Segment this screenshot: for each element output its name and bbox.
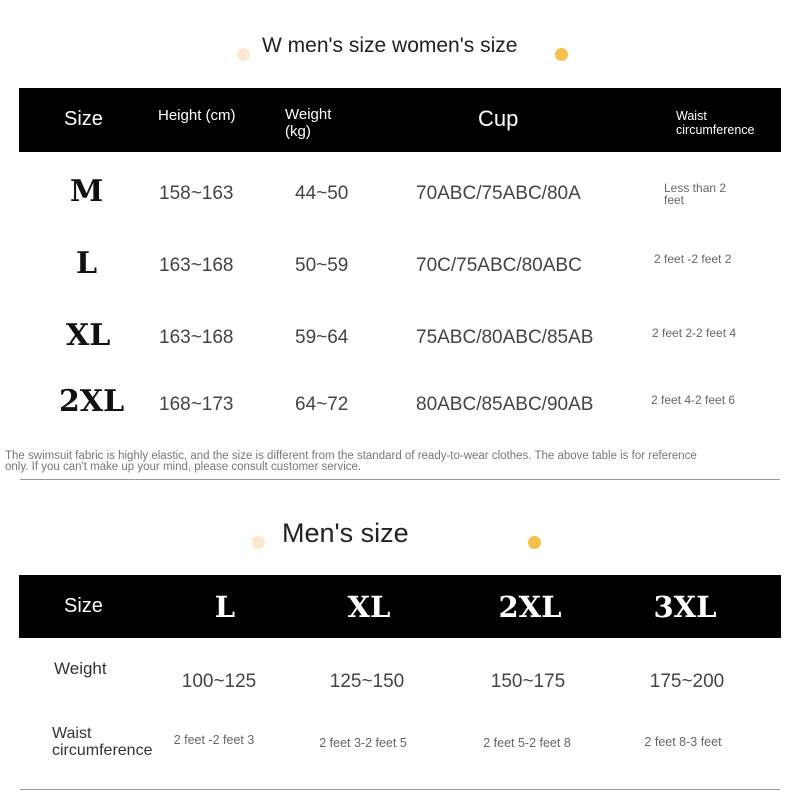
men-weight-cell: 150~175 xyxy=(490,671,566,692)
men-waist-cell: 2 feet 5-2 feet 8 xyxy=(483,736,571,750)
waist-cell: 2 feet 4-2 feet 6 xyxy=(651,393,736,407)
men-size-label: XL xyxy=(347,590,391,624)
height-cell: 163~168 xyxy=(159,327,234,348)
header-weight xyxy=(285,106,331,140)
decor-dot-right xyxy=(528,536,541,549)
header-size: Size xyxy=(64,108,103,130)
size-label: XL xyxy=(66,318,111,353)
cup-cell: 75ABC/80ABC/85AB xyxy=(416,327,594,348)
men-waist-label-line1: Waist xyxy=(52,725,92,742)
waist-cell-line2: feet xyxy=(664,193,685,207)
men-size-label: 3XL xyxy=(653,590,717,624)
header-weight-line1: Weight xyxy=(285,106,332,123)
men-size-label: L xyxy=(214,590,236,624)
women-size-title: W men's size women's size xyxy=(262,34,518,57)
size-label: L xyxy=(76,246,98,281)
size-label: 2XL xyxy=(59,384,125,419)
waist-cell: 2 feet 2-2 feet 4 xyxy=(652,326,737,340)
header-cup: Cup xyxy=(478,106,519,131)
header-waist-line1: Waist xyxy=(676,109,707,123)
size-label: M xyxy=(70,174,104,209)
size-note xyxy=(5,451,795,473)
height-cell: 158~163 xyxy=(159,183,234,204)
waist-cell: 2 feet -2 feet 2 xyxy=(654,252,732,266)
weight-cell: 44~50 xyxy=(295,183,349,204)
cup-cell: 70C/75ABC/80ABC xyxy=(416,255,582,276)
weight-cell: 50~59 xyxy=(295,255,349,276)
decor-dot-left xyxy=(237,48,250,61)
height-cell: 168~173 xyxy=(159,394,234,415)
header-weight-line2: (kg) xyxy=(285,123,311,140)
men-weight-cell: 125~150 xyxy=(329,671,405,692)
header-height: Height (cm) xyxy=(158,107,236,124)
men-size-title: Men's size xyxy=(282,518,409,548)
men-weight-cell: 175~200 xyxy=(649,671,725,692)
weight-cell: 64~72 xyxy=(295,394,349,415)
waist-cell-line1: Less than 2 xyxy=(664,181,727,195)
header-waist xyxy=(676,109,755,137)
women-table-header xyxy=(19,88,781,152)
decor-dot-right xyxy=(555,48,568,61)
section-divider xyxy=(20,479,780,480)
size-note-line1: The swimsuit fabric is highly elastic, and the size is different from the standard of ready-to-wear clothes. The above table is for reference xyxy=(5,450,697,462)
weight-cell: 59~64 xyxy=(295,327,349,348)
waist-cell xyxy=(664,182,726,206)
men-waist-cell: 2 feet 3-2 feet 5 xyxy=(319,736,407,750)
men-weight-label: Weight xyxy=(54,659,107,678)
height-cell: 163~168 xyxy=(159,255,234,276)
men-header-size: Size xyxy=(64,595,103,617)
men-size-label: 2XL xyxy=(498,590,562,624)
men-waist-label-line2: circumference xyxy=(52,742,153,759)
men-waist-cell: 2 feet -2 feet 3 xyxy=(173,733,255,747)
cup-cell: 80ABC/85ABC/90AB xyxy=(416,394,594,415)
size-note-line2: only. If you can't make up your mind, please consult customer service. xyxy=(5,461,362,473)
men-waist-label xyxy=(52,725,152,759)
bottom-divider xyxy=(20,789,780,790)
men-waist-cell: 2 feet 8-3 feet xyxy=(644,735,722,749)
header-waist-line2: circumference xyxy=(676,123,755,137)
cup-cell: 70ABC/75ABC/80A xyxy=(416,183,581,204)
men-weight-cell: 100~125 xyxy=(181,671,257,692)
decor-dot-left xyxy=(252,536,265,549)
